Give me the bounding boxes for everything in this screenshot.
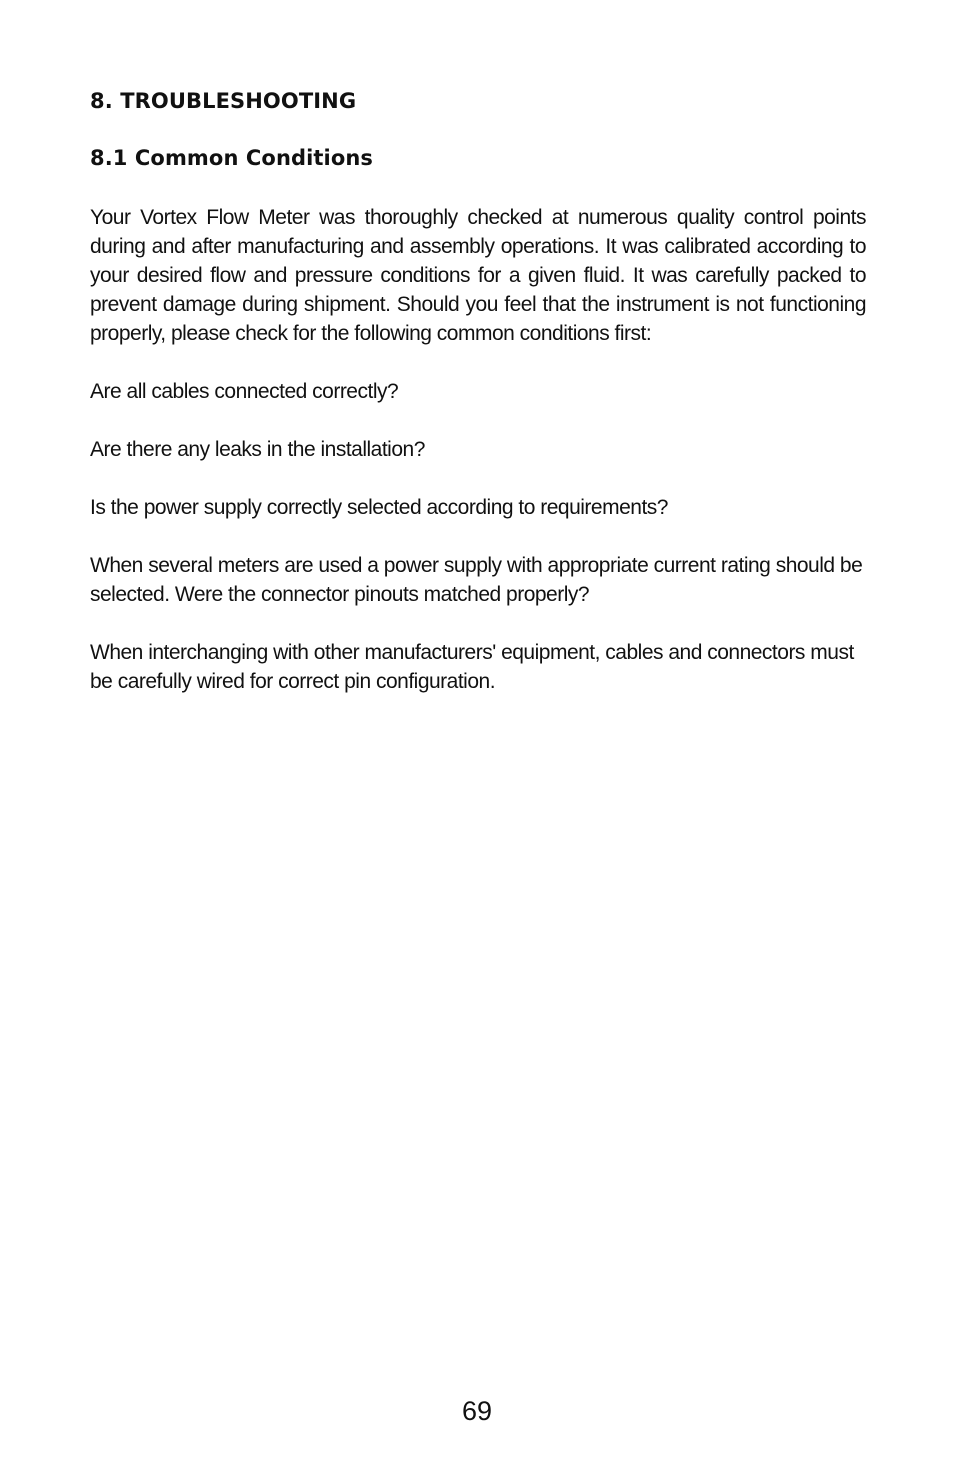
- page-number: 69: [461, 1396, 493, 1426]
- check-leaks-paragraph: Are there any leaks in the installation?: [90, 438, 425, 461]
- check-cables-paragraph: Are all cables connected correctly?: [90, 380, 399, 403]
- interchanging-paragraph: When interchanging with other manufacturers' equipment, cables and connectors must be carefully wired for correct pin configuration.: [90, 641, 854, 693]
- subsection-heading: 8.1 Common Conditions: [90, 146, 374, 170]
- page-content: [90, 86, 866, 696]
- check-power-supply-paragraph: Is the power supply correctly selected according to requirements?: [90, 496, 668, 519]
- several-meters-paragraph: When several meters are used a power supply with appropriate current rating should be selected. Were the connector pinouts matched properly?: [90, 554, 863, 606]
- intro-paragraph: Your Vortex Flow Meter was thoroughly checked at numerous quality control points during and after manufacturing and assembly operations. It was calibrated according to your desired flow and pressure conditions for a given fluid. It was carefully packed to prevent damage during shipment. Should you feel that the instrument is not functioning properly, please check for the following common conditions first:: [90, 206, 866, 345]
- section-heading: 8. TROUBLESHOOTING: [90, 89, 357, 113]
